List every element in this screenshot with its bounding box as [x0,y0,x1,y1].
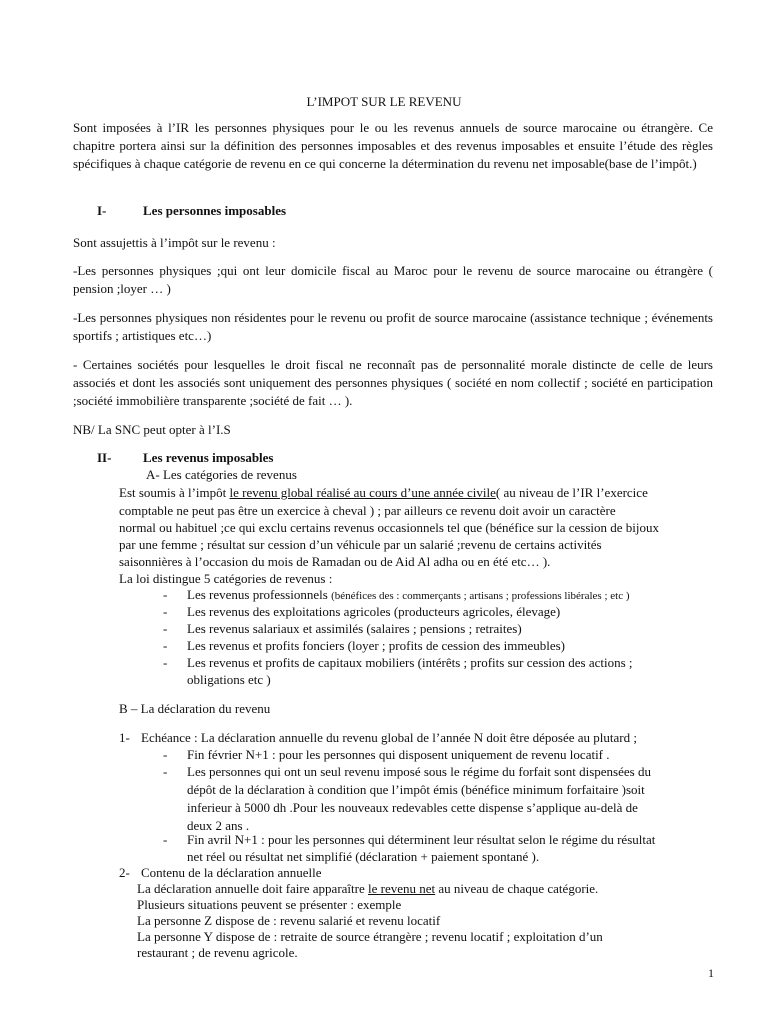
section-1-title: Les personnes imposables [143,203,287,218]
list-bullet: - [163,604,168,619]
content-line: restaurant ; de revenu agricole. [137,945,298,960]
subsection-a-heading: A- Les catégories de revenus [146,467,297,482]
deadline-item: Fin février N+1 : pour les personnes qui disposent uniquement de revenu locatif . [187,747,610,762]
subsection-b-heading: B – La déclaration du revenu [119,701,271,716]
page-number: 1 [708,966,714,980]
content-line: Plusieurs situations peuvent se présenter : exemple [137,897,402,912]
category-item: Les revenus et profits de capitaux mobiliers (intérêts ; profits sur cession des actions ; [187,655,633,670]
underlined-phrase: le revenu global réalisé au cours d’une année civile [229,485,496,500]
list-bullet: - [163,747,168,762]
deadline-item: Fin avril N+1 : pour les personnes qui déterminent leur résultat selon le régime du résultat [187,832,656,847]
list-bullet: - [163,638,168,653]
document-title: L’IMPOT SUR LE REVENU [306,94,462,109]
content-line: La personne Y dispose de : retraite de source étrangère ; revenu locatif ; exploitation d’un [137,929,603,944]
section-1-paragraph-2: -Les personnes physiques non résidentes pour le revenu ou profit de source marocaine (assistance technique ; événements sportifs ; artistiques etc…) [73,310,713,343]
subsection-a-line: La loi distingue 5 catégories de revenus : [119,571,333,586]
deadline-item-continued: net réel ou résultat net simplifié (déclaration + paiement spontané ). [187,849,540,864]
deadline-item-continued: deux 2 ans . [187,818,250,833]
subsection-a-line: Est soumis à l’impôt le revenu global réalisé au cours d’une année civile( au niveau de l’IR l’exercice [119,485,648,500]
section-1-number: I- [97,203,107,218]
section-1-lead: Sont assujettis à l’impôt sur le revenu : [73,235,276,250]
section-1-paragraph-1: -Les personnes physiques ;qui ont leur domicile fiscal au Maroc pour le revenu de source marocaine ou étrangère ( pension ;loyer … ) [73,263,713,296]
list-bullet: - [163,587,168,602]
nota-bene: NB/ La SNC peut opter à l’I.S [73,422,231,437]
item-2-number: 2- [119,865,130,880]
section-2-title: Les revenus imposables [143,450,274,465]
underlined-phrase: le revenu net [368,881,436,896]
list-bullet: - [163,621,168,636]
subsection-a-line: comptable ne peut pas être un exercice à cheval ) ; par ailleurs ce revenu doit avoir un caractère [119,503,616,518]
item-1-number: 1- [119,730,130,745]
category-item: Les revenus et profits fonciers (loyer ; profits de cession des immeubles) [187,638,565,653]
item-2-text: Contenu de la déclaration annuelle [141,865,322,880]
category-item-continued: obligations etc ) [187,672,271,687]
list-bullet: - [163,832,168,847]
content-line: La personne Z dispose de : revenu salarié et revenu locatif [137,913,441,928]
category-item: Les revenus des exploitations agricoles (producteurs agricoles, élevage) [187,604,561,619]
subsection-a-line: par une femme ; résultat sur cession d’un véhicule par un salarié ;revenu de certains activités [119,537,602,552]
intro-paragraph: Sont imposées à l’IR les personnes physiques pour le ou les revenus annuels de source marocaine ou étrangère. Ce chapitre portera ainsi sur la définition des personnes imposables et des revenus imposables et ensuite l’étude des règles spécifiques à chaque catégorie de revenu en ce qui concerne la détermination du revenu net imposable(base de l’impôt.) [73,120,713,171]
item-1-text: Echéance : La déclaration annuelle du revenu global de l’année N doit être déposée au plutard ; [141,730,637,745]
content-line: La déclaration annuelle doit faire apparaître le revenu net au niveau de chaque catégorie. [137,881,599,896]
category-item: Les revenus salariaux et assimilés (salaires ; pensions ; retraites) [187,621,522,636]
section-2-number: II- [97,450,112,465]
deadline-item: Les personnes qui ont un seul revenu imposé sous le régime du forfait sont dispensées du [187,764,651,779]
deadline-item-continued: inferieur à 5000 dh .Pour les nouveaux redevables cette dispense s’applique au-delà de [187,800,638,815]
list-bullet: - [163,655,168,670]
deadline-item-continued: dépôt de la déclaration à condition que l’impôt émis (bénéfice minimum forfaitaire )soit [187,782,645,797]
category-item: Les revenus professionnels (bénéfices des : commerçants ; artisans ; professions libérales ; etc ) [187,587,630,602]
subsection-a-line: normal ou habituel ;ce qui exclu certains revenus occasionnels tel que (bénéfice sur la cession de bijoux [119,520,660,535]
subsection-a-line: saisonnières à l’occasion du mois de Ramadan ou de Aid Al adha ou en été etc… ). [119,554,551,569]
section-1-paragraph-3: - Certaines sociétés pour lesquelles le droit fiscal ne reconnaît pas de personnalité morale distincte de celle de leurs associés et dont les associés sont uniquement des personnes physiques ( société en nom collectif ; société en participation ;société immobilière transparente ;société de fait … ). [73,357,713,408]
list-bullet: - [163,764,168,779]
